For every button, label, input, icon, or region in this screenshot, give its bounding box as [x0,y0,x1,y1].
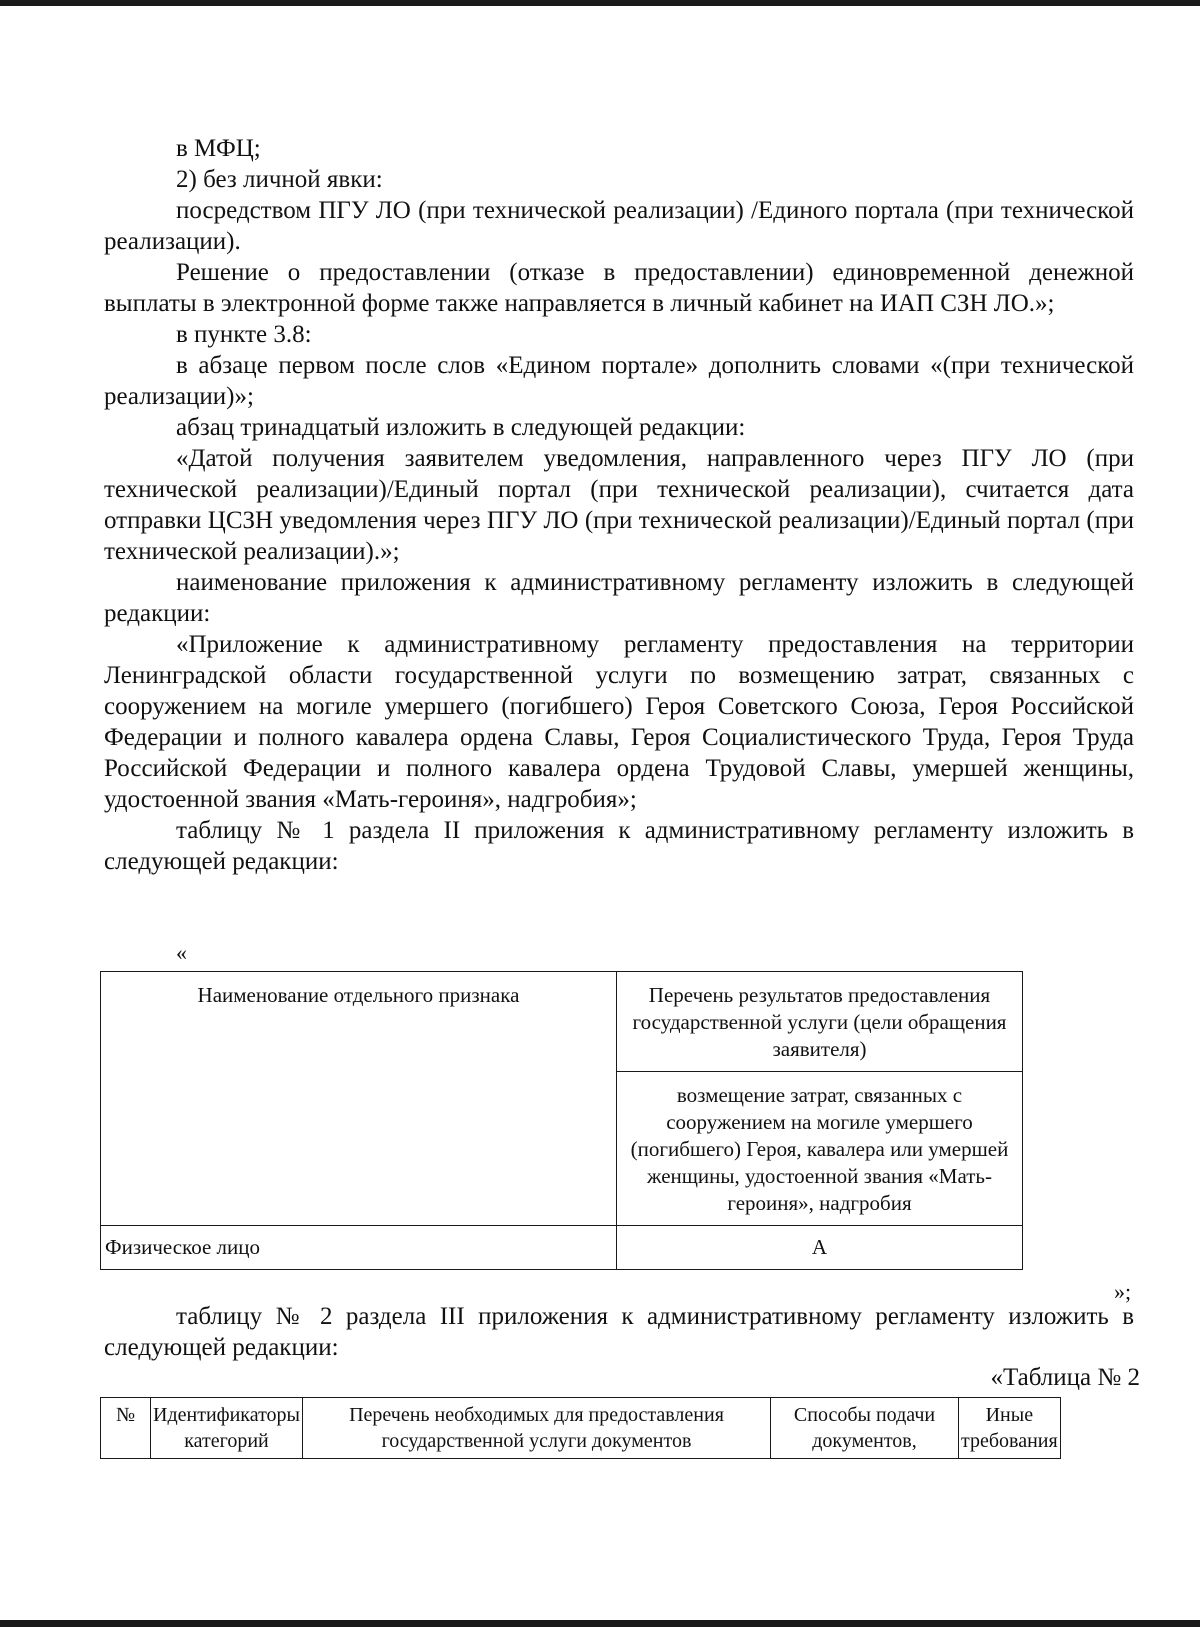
table1-subheader-right: возмещение затрат, связанных с сооружением на могиле умершего (погибшего) Героя, кавалера или умершей женщины, удостоенной звания «Мать-героиня», надгробия [617,1072,1023,1226]
paragraph: абзац тринадцатый изложить в следующей редакции: [176,414,746,441]
table2-caption: «Таблица № 2 [990,1364,1140,1391]
paragraph: наименование приложения к административному регламенту изложить в следующей редакции: [104,569,1134,627]
paragraph: 2) без личной явки: [176,166,383,193]
closing-quote: »; [1114,1279,1132,1304]
table2-col-number: № [101,1398,151,1459]
table2-col-other: Иные требования [959,1398,1061,1459]
table-1 [100,971,1023,1270]
paragraph: в абзаце первом после слов «Едином портале» дополнить словами «(при технической реализации)»; [104,352,1134,410]
paragraph: в пункте 3.8: [176,321,312,348]
table2-col-documents: Перечень необходимых для предоставления государственной услуги документов [303,1398,771,1459]
document-body-2 [104,1301,1134,1363]
scan-edge-top [0,0,1200,6]
paragraph: в МФЦ; [176,135,261,162]
table2-col-submission: Способы подачи документов, [771,1398,959,1459]
paragraph: Решение о предоставлении (отказе в предоставлении) единовременной денежной выплаты в электронной форме также направляется в личный кабинет на ИАП СЗН ЛО.»; [104,259,1134,317]
paragraph: таблицу № 2 раздела III приложения к административному регламенту изложить в следующей редакции: [104,1303,1134,1361]
paragraph: таблицу № 1 раздела II приложения к административному регламенту изложить в следующей редакции: [104,817,1134,875]
paragraph: «Приложение к административному регламенту предоставления на территории Ленинградской области государственной услуги по возмещению затрат, связанных с сооружением на могиле умершего (погибшего) Героя Советского Союза, Героя Российской Федерации и полного кавалера ордена Славы, Героя Социалистического Труда, Героя Труда Российской Федерации и полного кавалера ордена Трудовой Славы, умершей женщины, удостоенной звания «Мать-героиня», надгробия»; [104,631,1134,813]
opening-quote: « [176,940,187,965]
document-body [104,133,1134,877]
table1-header-left: Наименование отдельного признака [101,972,617,1226]
table2-col-identifiers: Идентификаторы категорий [151,1398,303,1459]
table-row [101,972,1023,1072]
table1-row-label: Физическое лицо [101,1226,617,1270]
paragraph: «Датой получения заявителем уведомления, направленного через ПГУ ЛО (при технической реализации)/Единый портал (при технической реализации), считается дата отправки ЦСЗН уведомления через ПГУ ЛО (при технической реализации)/Единый портал (при технической реализации).»; [104,445,1134,565]
table-2 [100,1397,1061,1459]
scan-edge-bottom [0,1620,1200,1627]
table-row [101,1398,1061,1459]
table1-header-right: Перечень результатов предоставления государственной услуги (цели обращения заявителя) [617,972,1023,1072]
table1-row-value: А [617,1226,1023,1270]
paragraph: посредством ПГУ ЛО (при технической реализации) /Единого портала (при технической реализации). [104,197,1134,255]
table-row [101,1226,1023,1270]
